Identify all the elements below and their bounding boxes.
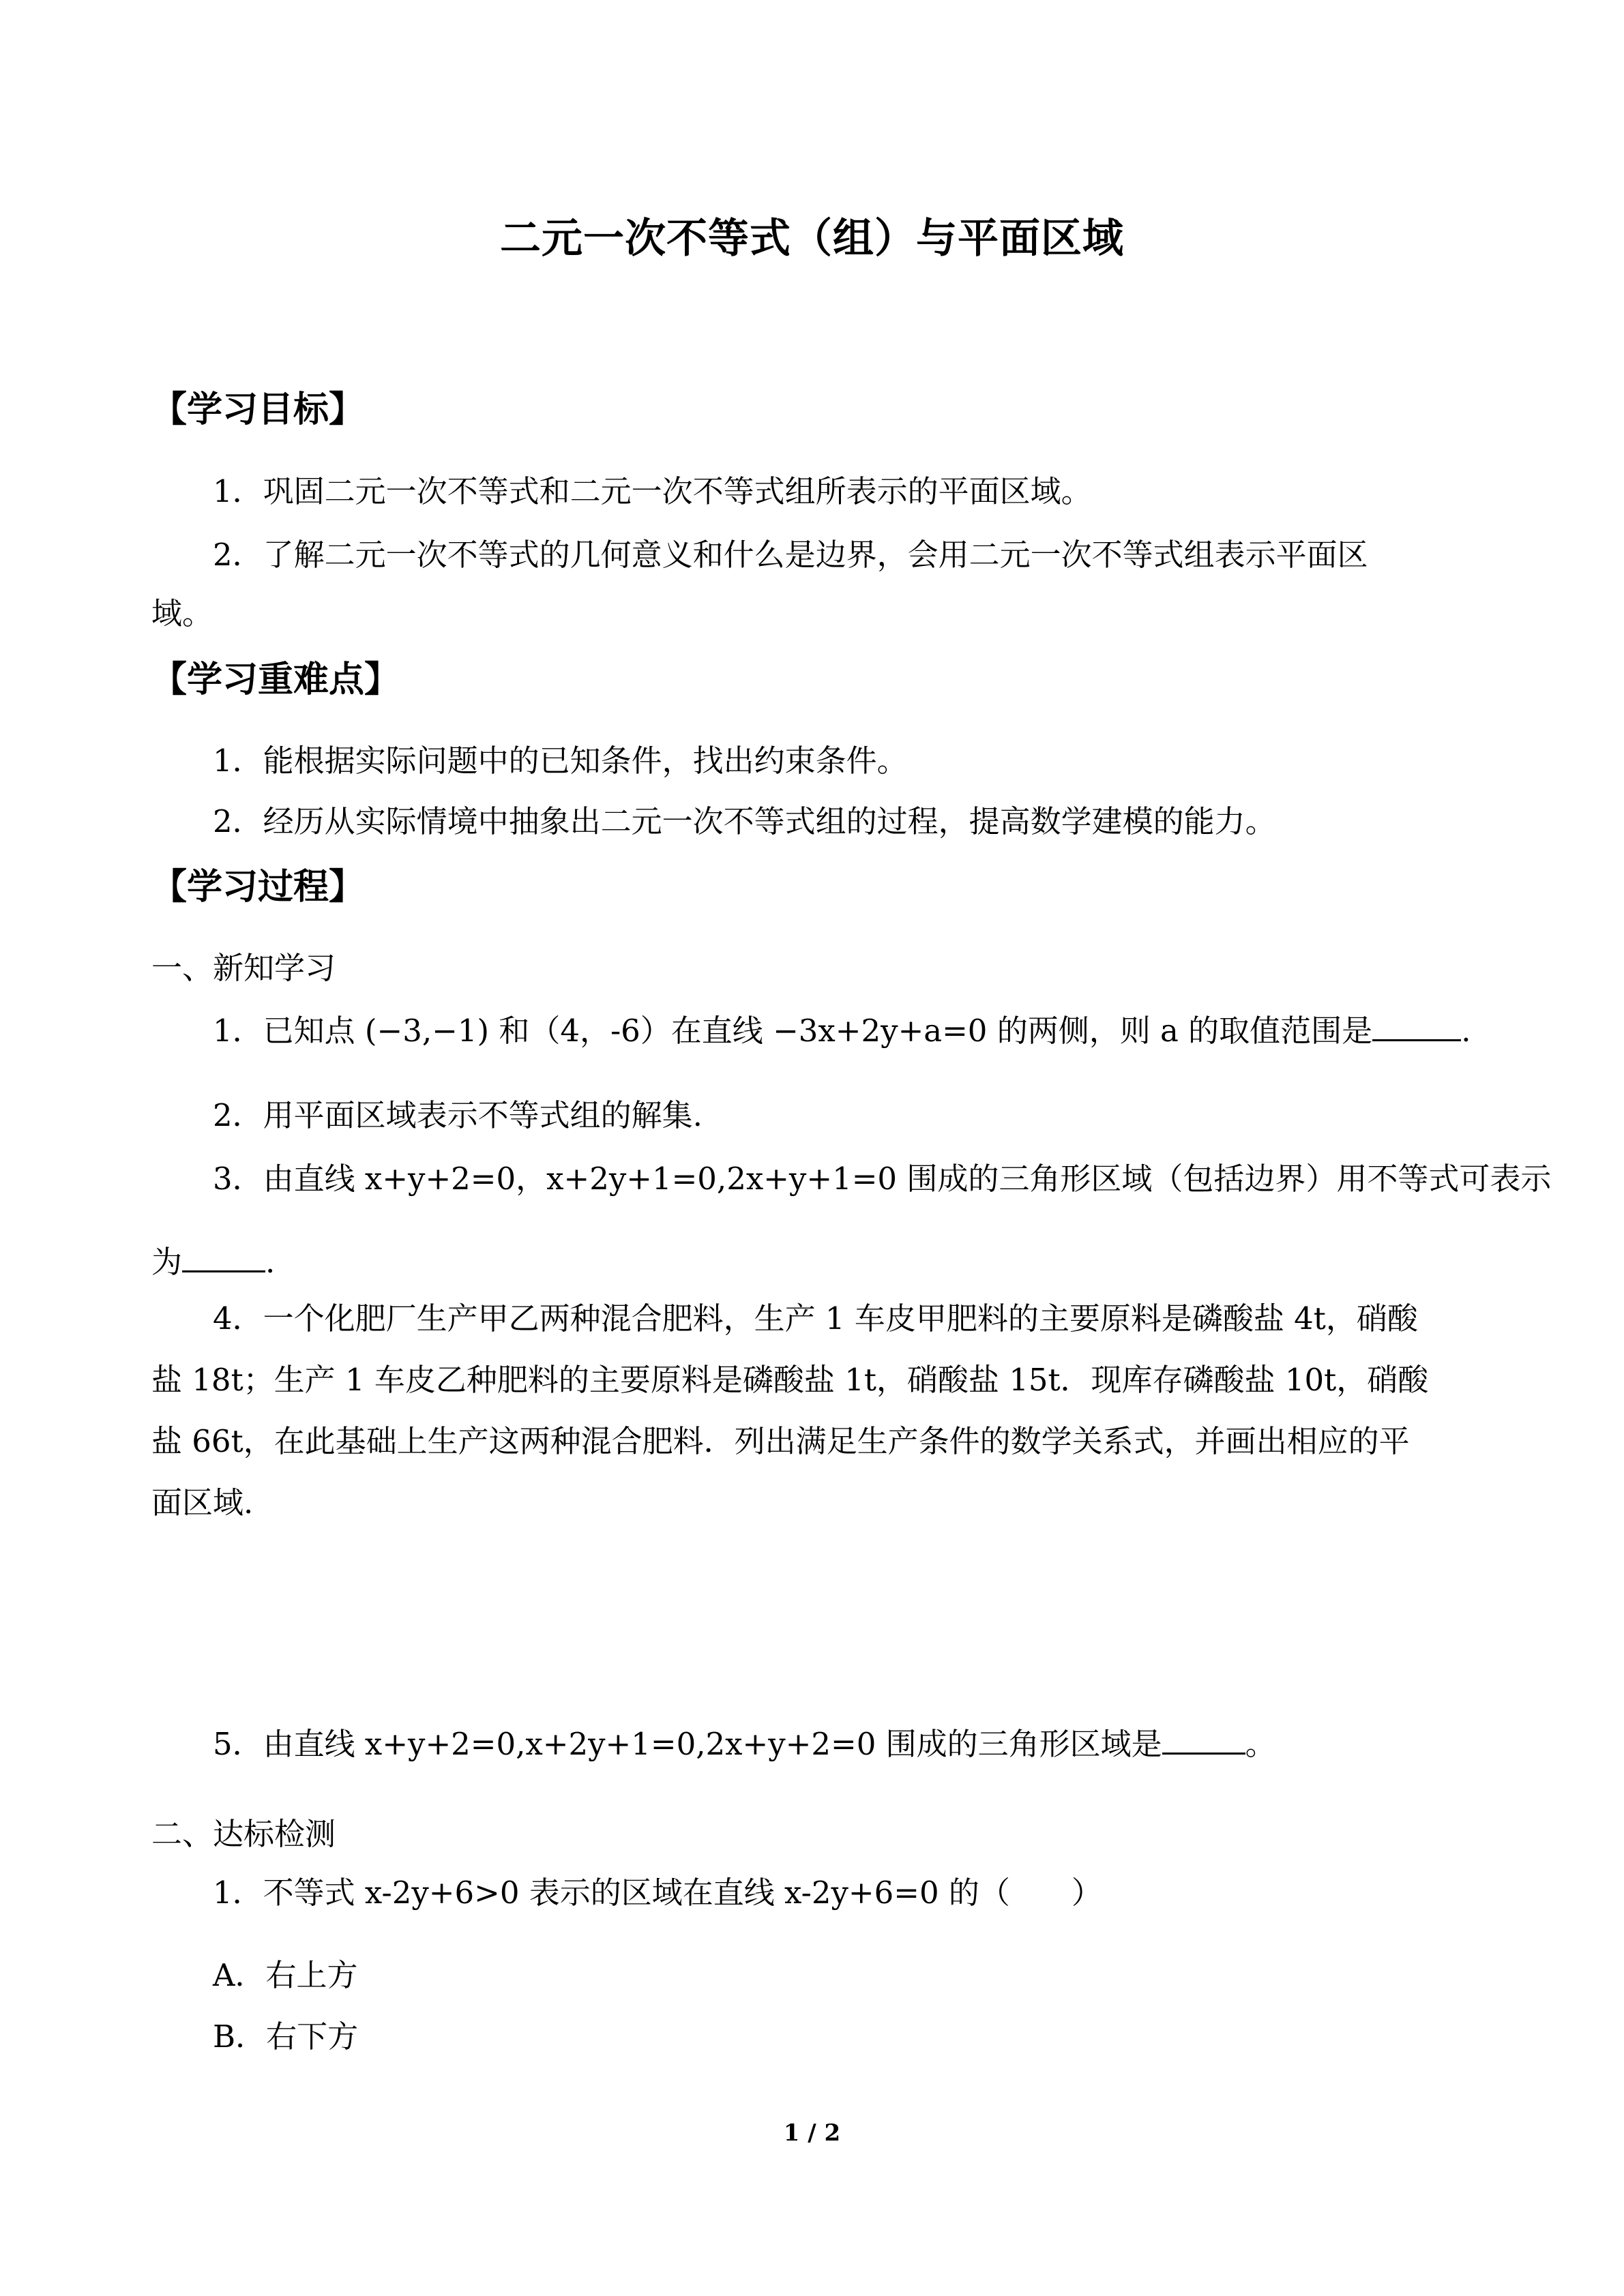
question-5	[213, 1723, 1276, 1766]
page-title: 二元一次不等式（组）与平面区域	[500, 215, 1124, 263]
key-points-heading: 【学习重难点】	[151, 659, 400, 700]
question-3-continued	[151, 1240, 275, 1284]
question-5-text: 5．由直线 x+y+2=0,x+2y+1=0,2x+y+2=0 围成的三角形区域是	[213, 1726, 1162, 1762]
goals-heading: 【学习目标】	[151, 389, 365, 430]
question-4-line-3: 盐 66t，在此基础上生产这两种混合肥料．列出满足生产条件的数学关系式，并画出相应的平	[151, 1423, 1410, 1459]
process-heading: 【学习过程】	[151, 867, 365, 908]
check-question-1: 1．不等式 x-2y+6>0 表示的区域在直线 x-2y+6=0 的（ ）	[213, 1875, 1102, 1911]
page-number: 1 / 2	[783, 2119, 841, 2147]
question-4-line-2: 盐 18t；生产 1 车皮乙种肥料的主要原料是磷酸盐 1t，硝酸盐 15t．现库存磷酸盐 10t，硝酸	[151, 1362, 1429, 1398]
option-b: B．右下方	[213, 2018, 359, 2055]
answer-blank[interactable]	[1372, 1009, 1461, 1041]
key-point-item-2: 2．经历从实际情境中抽象出二元一次不等式组的过程，提高数学建模的能力。	[213, 803, 1276, 839]
goal-item-1: 1．巩固二元一次不等式和二元一次不等式组所表示的平面区域。	[213, 473, 1092, 509]
option-a: A．右上方	[213, 1957, 358, 1993]
question-1	[213, 1009, 1471, 1053]
question-1-end: .	[1461, 1013, 1471, 1049]
question-4-line-4: 面区域.	[151, 1485, 254, 1521]
question-3-text: 为	[151, 1244, 183, 1280]
key-point-item-1: 1．能根据实际问题中的已知条件，找出约束条件。	[213, 743, 908, 779]
goal-item-2: 2．了解二元一次不等式的几何意义和什么是边界，会用二元一次不等式组表示平面区	[213, 537, 1368, 573]
part1-label: 一、新知学习	[151, 950, 336, 986]
goal-item-2-continued: 域。	[151, 595, 213, 631]
question-4-line-1: 4．一个化肥厂生产甲乙两种混合肥料，生产 1 车皮甲肥料的主要原料是磷酸盐 4t，硝酸	[213, 1300, 1418, 1337]
part2-label: 二、达标检测	[151, 1816, 336, 1852]
question-1-text: 1．已知点 (−3,−1) 和（4，-6）在直线 −3x+2y+a=0 的两侧，则 a 的取值范围是	[213, 1013, 1373, 1049]
question-2: 2．用平面区域表示不等式组的解集.	[213, 1097, 703, 1133]
question-3: 3．由直线 x+y+2=0，x+2y+1=0,2x+y+1=0 围成的三角形区域（包括边界）用不等式可表示	[213, 1161, 1552, 1197]
answer-blank[interactable]	[1162, 1723, 1245, 1755]
answer-blank[interactable]	[182, 1240, 265, 1272]
question-5-end: 。	[1245, 1726, 1276, 1762]
question-3-end: .	[265, 1244, 276, 1280]
